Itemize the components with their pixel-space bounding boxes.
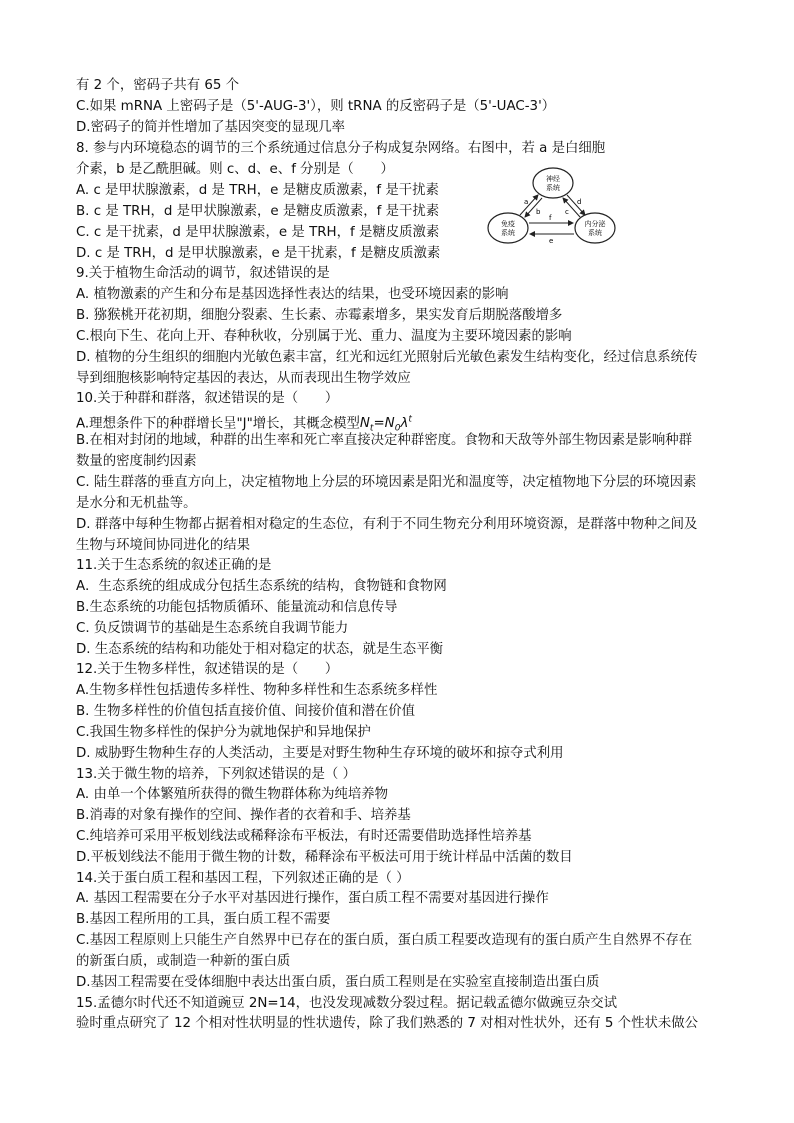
question-11-stem: 11.关于生态系统的叙述正确的是 bbox=[76, 558, 272, 573]
endocrine-node-label-2: 系统 bbox=[588, 229, 602, 237]
option-a-text: A.理想条件下的种群增长呈"J"增长，其概念模型 bbox=[76, 416, 360, 432]
option-c: C. c 是干扰素，d 是甲状腺激素，e 是 TRH，f 是糖皮质激素 bbox=[76, 225, 440, 240]
text-line: D.密码子的简并性增加了基因突变的显现几率 bbox=[76, 120, 345, 135]
text-line: 是水分和无机盐等。 bbox=[76, 496, 197, 511]
edge-label-c: c bbox=[565, 208, 569, 216]
formula: $N_t=N_0\lambda^t$ bbox=[359, 415, 412, 435]
nerve-system-node bbox=[533, 168, 573, 198]
option-b: B.生态系统的功能包括物质循环、能量流动和信息传导 bbox=[76, 600, 398, 615]
text-line: 验时重点研究了 12 个相对性状明显的性状遗传，除了我们熟悉的 7 对相对性状外，还有 5 个性状未做公 bbox=[76, 1016, 699, 1031]
question-9-stem: 9.关于植物生命活动的调节，叙述错误的是 bbox=[76, 266, 330, 281]
question-12-stem: 12.关于生物多样性，叙述错误的是（ ） bbox=[76, 662, 339, 677]
endocrine-system-node bbox=[575, 213, 615, 243]
nerve-node-label-2: 系统 bbox=[546, 184, 560, 192]
option-d: D.基因工程需要在受体细胞中表达出蛋白质，蛋白质工程则是在实验室直接制造出蛋白质 bbox=[76, 975, 600, 990]
nerve-node-label-1: 神经 bbox=[546, 175, 560, 183]
option-b: B.消毒的对象有操作的空间、操作者的衣着和手、培养基 bbox=[76, 808, 411, 823]
edge-label-f: f bbox=[549, 214, 552, 222]
option-d: D. 植物的分生组织的细胞内光敏色素丰富，红光和远红光照射后光敏色素发生结构变化，经过信息系统传 bbox=[76, 350, 698, 365]
option-c: C.基因工程原则上只能生产自然界中已存在的蛋白质，蛋白质工程要改造现有的蛋白质产生自然界不存在 bbox=[76, 933, 693, 948]
text-line: 数量的密度制约因素 bbox=[76, 454, 197, 469]
edge-label-d: d bbox=[577, 198, 582, 206]
option-b: B.在相对封闭的地域，种群的出生率和死亡率直接决定种群密度。食物和天敌等外部生物因素是影响种群 bbox=[76, 433, 693, 448]
edge-label-b: b bbox=[536, 208, 541, 216]
option-d: D.平板划线法不能用于微生物的计数，稀释涂布平板法可用于统计样品中活菌的数目 bbox=[76, 850, 573, 865]
option-a: A. 植物激素的产生和分布是基因选择性表达的结果，也受环境因素的影响 bbox=[76, 287, 509, 302]
option-b: B. c 是 TRH，d 是甲状腺激素，e 是糖皮质激素，f 是干扰素 bbox=[76, 204, 440, 219]
text-line: 的新蛋白质，或制造一种新的蛋白质 bbox=[76, 954, 291, 969]
option-c: C. 负反馈调节的基础是生态系统自我调节能力 bbox=[76, 621, 349, 636]
edge-label-a: a bbox=[524, 198, 529, 206]
question-8-stem: 8. 参与内环境稳态的调节的三个系统通过信息分子构成复杂网络。右图中，若 a 是白细胞 bbox=[76, 141, 606, 156]
option-b: B.基因工程所用的工具，蛋白质工程不需要 bbox=[76, 912, 331, 927]
option-d: D. 群落中每种生物都占据着相对稳定的生态位，有利于不同生物充分利用环境资源，是群落中物种之间及 bbox=[76, 517, 698, 532]
immune-node-label-2: 系统 bbox=[501, 229, 515, 237]
text-line: 有 2 个，密码子共有 65 个 bbox=[76, 78, 240, 93]
option-a: A．生态系统的组成成分包括生态系统的结构，食物链和食物网 bbox=[76, 579, 447, 594]
immune-node-label-1: 免疫 bbox=[501, 220, 515, 228]
option-c: C.纯培养可采用平板划线法或稀释涂布平板法，有时还需要借助选择性培养基 bbox=[76, 829, 532, 844]
option-d: D. c 是 TRH，d 是甲状腺激素，e 是干扰素，f 是糖皮质激素 bbox=[76, 246, 441, 261]
endocrine-node-label-1: 内分泌 bbox=[584, 220, 606, 228]
option-c: C. 陆生群落的垂直方向上，决定植物地上分层的环境因素是阳光和温度等，决定植物地下分层的环境因素 bbox=[76, 475, 697, 490]
question-10-stem: 10.关于种群和群落，叙述错误的是（ ） bbox=[76, 391, 339, 406]
option-a: A.生物多样性包括遗传多样性、物种多样性和生态系统多样性 bbox=[76, 683, 438, 698]
regulation-network-diagram bbox=[487, 165, 617, 265]
option-b: B. 生物多样性的价值包括直接价值、间接价值和潜在价值 bbox=[76, 704, 416, 719]
option-c: C.根向下生、花向上开、春种秋收，分别属于光、重力、温度为主要环境因素的影响 bbox=[76, 329, 572, 344]
option-d: D. 威胁野生物种生存的人类活动，主要是对野生物种生存环境的破坏和掠夺式利用 bbox=[76, 746, 564, 761]
option-a: A. 由单一个体繁殖所获得的微生物群体称为纯培养物 bbox=[76, 787, 389, 802]
question-14-stem: 14.关于蛋白质工程和基因工程，下列叙述正确的是（ ） bbox=[76, 871, 410, 886]
option-a: A. 基因工程需要在分子水平对基因进行操作，蛋白质工程不需要对基因进行操作 bbox=[76, 891, 549, 906]
option-c: C.我国生物多样性的保护分为就地保护和异地保护 bbox=[76, 725, 371, 740]
option-a: A. c 是甲状腺激素，d 是 TRH，e 是糖皮质激素，f 是干扰素 bbox=[76, 183, 439, 198]
text-line: 导到细胞核影响特定基因的表达，从而表现出生物学效应 bbox=[76, 371, 411, 386]
text-line: 介素，b 是乙酰胆碱。则 c、d、e、f 分别是（ ） bbox=[76, 162, 394, 177]
text-line: C.如果 mRNA 上密码子是（5'-AUG-3'），则 tRNA 的反密码子是（5'-UAC-3'） bbox=[76, 99, 556, 114]
question-13-stem: 13.关于微生物的培养，下列叙述错误的是（ ） bbox=[76, 767, 356, 782]
option-d: D. 生态系统的结构和功能处于相对稳定的状态，就是生态平衡 bbox=[76, 642, 443, 657]
option-b: B. 猕猴桃开花初期，细胞分裂素、生长素、赤霉素增多，果实发育后期脱落酸增多 bbox=[76, 308, 563, 323]
immune-system-node bbox=[488, 213, 528, 243]
text-line: 生物与环境间协同进化的结果 bbox=[76, 538, 251, 553]
question-15-stem: 15.孟德尔时代还不知道豌豆 2N=14，也没发现减数分裂过程。据记载孟德尔做豌豆杂交试 bbox=[76, 996, 618, 1011]
edge-label-e: e bbox=[549, 237, 554, 245]
